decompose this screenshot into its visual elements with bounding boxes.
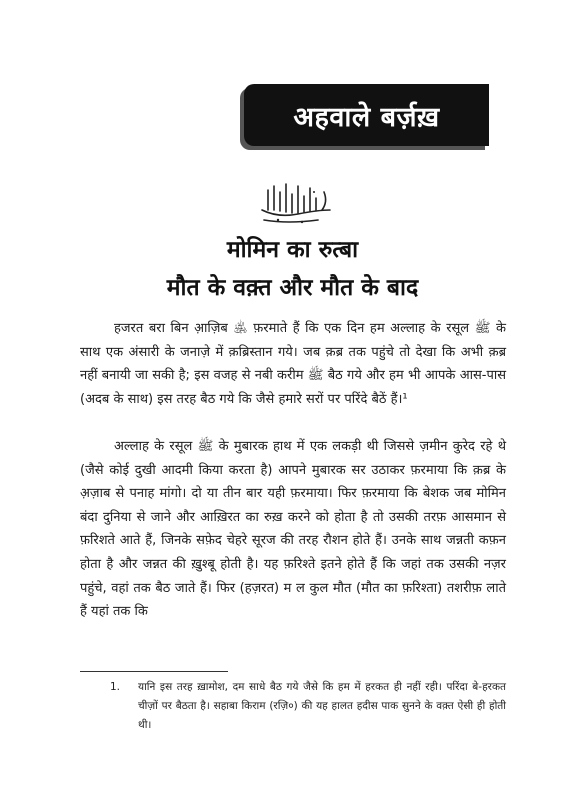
footnote-divider <box>80 671 228 672</box>
page-title-line-1: मोमिन का रुत्बा <box>226 237 359 263</box>
paragraph-2: अल्लाह के रसूल ﷺ के मुबारक हाथ में एक लकड़ी थी जिससे ज़मीन कुरेद रहे थे (जैसे कोई दुखी आदमी किया करता है) आपने मुबारक सर उठाकर फ़रमाया कि क़ब्र के अ़ज़ाब से पनाह मांगो। दो या तीन बार यही फ़रमाया। फिर फ़रमाया कि बेशक जब मोमिन बंदा दुनिया से जाने और आख़िरत का रुख़ करने को होता है तो उसकी तरफ़ आसमान से फ़रिशते आते हैं, जिनके सफ़ेद चेहरे सूरज की तरह रौशन होते हैं। उनके साथ जन्नती कफ़न होता है और जन्नत की ख़ुश्बू होती है। यह फ़रिश्ते इतने होते हैं कि जहां तक उसकी नज़र पहुंचे, वहां तक बैठ जाते हैं। फिर (हज़रत) म ल कुल मौत (मौत का फ़रिश्ता) तशरीफ़ लाते हैं यहां तक कि <box>80 439 507 620</box>
footnote <box>80 678 506 735</box>
chapter-banner <box>244 84 489 146</box>
footnote-number: 1. <box>110 681 121 693</box>
footnote-text: यानि इस तरह ख़ामोश, दम साधे बैठ गये जैसे कि हम में हरकत ही नहीं रही। परिंदा बे-हरकत चीज़ों पर बैठता है। सहाबा किराम (रज़ि०) की यह हालत हदीस पाक सुनने के वक़्त ऐसी ही होती थी। <box>138 681 506 731</box>
page-title-line-2: मौत के वक़्त और मौत के बाद <box>166 275 419 301</box>
chapter-title: अहवाले बर्ज़ख़ <box>293 101 440 133</box>
bismillah-calligraphy <box>258 180 334 224</box>
paragraph-1: हजरत बरा बिन आ़ज़िब ﵁ फ़रमाते हैं कि एक दिन हम अल्लाह के रसूल ﷺ के साथ एक अंसारी के जनाज़े में क़ब्रिस्तान गये। जब क़ब्र तक पहुंचे तो देखा कि अभी क़ब्र नहीं बनायी जा सकी है; इस वजह से नबी करीम ﷺ बैठ गये और हम भी आपके आस-पास (अदब के साथ) इस तरह बैठ गये कि जैसे हमारे सरों पर परिंदे बैठें हैं।¹ <box>80 321 506 407</box>
